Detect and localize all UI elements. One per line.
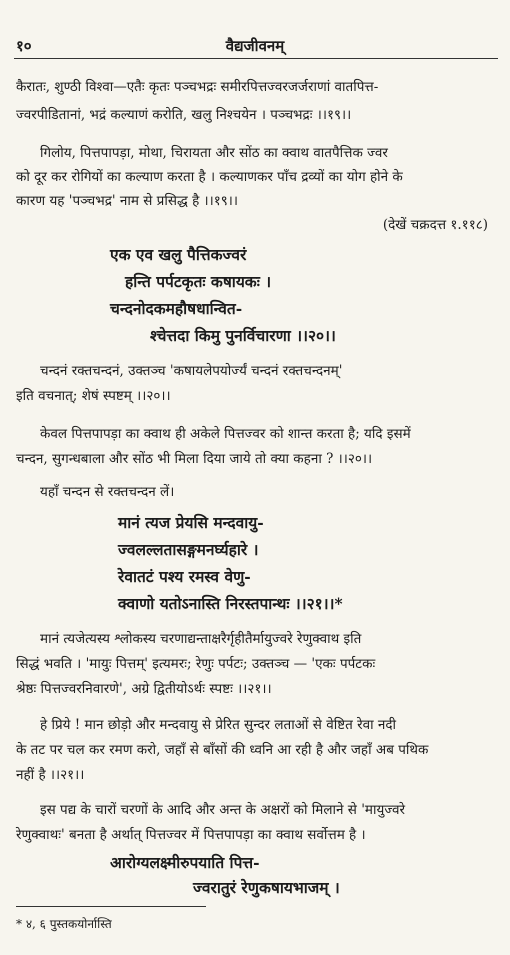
verse-line: आरोग्यलक्ष्मीरुपयाति पित्त- <box>110 853 260 872</box>
hindi-line: कारण यह 'पञ्चभद्र' नाम से प्रसिद्ध है ।।१९।। <box>16 193 239 209</box>
hindi-line: गिलोय, पित्तपापड़ा, मोथा, चिरायता और सोंठ का क्वाथ वातपैत्तिक ज्वर <box>40 145 388 161</box>
commentary-line: कैरातः, शुण्ठी विश्वा—एतैः कृतः पञ्चभद्रः समीरपित्तज्वरजर्जराणां वातपित्त- <box>16 79 379 95</box>
commentary-line: सिद्धं भवति । 'मायुः पित्तम्' इत्यमरः; रेणुः पर्पटः; उक्तञ्च — 'एकः पर्पटकः <box>16 656 376 672</box>
hindi-line: चन्दन, सुगन्धबाला और सोंठ भी मिला दिया जाये तो क्या कहना ? ।।२०।। <box>16 451 373 467</box>
commentary-line: मानं त्यजेत्यस्य श्लोकस्य चरणाद्यन्ताक्षरैर्गृहीतैर्मायुज्वरे रेणुक्वाथ इति <box>40 631 362 647</box>
verse-line: हन्ति पर्पटकृतः कषायकः । <box>125 272 272 291</box>
verse-line: क्वाणो यतोऽनास्ति निरस्तपान्थः ।।२१।।* <box>118 594 343 613</box>
reference-note: (देखें चक्रदत्त १.११८) <box>382 217 488 233</box>
hindi-line: नहीं है ।।२१।। <box>16 767 85 783</box>
hindi-line: यहाँ चन्दन से रक्तचन्दन लें। <box>40 484 175 500</box>
hindi-line: रेणुक्वाथः' बनता है अर्थात् पित्तज्वर में पित्तपापड़ा का क्वाथ सर्वोत्तम है । <box>16 827 366 843</box>
commentary-line: चन्दनं रक्तचन्दनं, उक्तञ्च 'कषायलेपयोर्ज्यं चन्दनं रक्तचन्दनम्' <box>40 363 343 379</box>
verse-line: मानं त्यज प्रेयसि मन्दवायु- <box>118 513 264 532</box>
hindi-line: इस पद्य के चारों चरणों के आदि और अन्त के अक्षरों को मिलाने से 'मायुज्वरे <box>40 802 406 818</box>
page-title: वैद्यजीवनम् <box>225 37 285 55</box>
verse-line: ज्वलल्लतासङ्गमनर्घ्यहारे । <box>118 540 259 559</box>
hindi-line: हे प्रिये ! मान छोड़ो और मन्दवायु से प्रेरित सुन्दर लताओं से वेष्टित रेवा नदी <box>40 717 397 733</box>
verse-line: चन्दनोदकमहौषधान्वित- <box>110 299 243 318</box>
footnote-rule <box>16 906 206 907</box>
hindi-line: को दूर कर रोगियों का कल्याण करता है । कल्याणकर पाँच द्रव्यों का योग होने के <box>16 169 403 185</box>
header-rule <box>14 58 498 59</box>
verse-line: ज्वरातुरं रेणुकषायभाजम् । <box>193 878 340 897</box>
hindi-line: केवल पित्तपापड़ा का क्वाथ ही अकेले पित्तज्वर को शान्त करता है; यदि इसमें <box>40 426 411 442</box>
footnote: * ४, ६ पुस्तकयोर्नास्ति <box>16 917 112 931</box>
verse-line: रेवातटं पश्य रमस्व वेणु- <box>118 567 251 586</box>
page-number: १० <box>16 37 32 55</box>
commentary-line: श्रेष्ठः पित्तज्वरनिवारणे', अग्रे द्वितीयोऽर्थः स्पष्टः ।।२१।। <box>16 681 272 697</box>
commentary-line: ज्वरपीडितानां, भद्रं कल्याणं करोति, खलु निश्चयेन । पञ्चभद्रः ।।१९।। <box>16 107 352 123</box>
hindi-line: के तट पर चल कर रमण करो, जहाँ से बाँसों की ध्वनि आ रही है और जहाँ अब पथिक <box>16 742 429 758</box>
verse-line: एक एव खलु पैत्तिकज्वरं <box>110 245 247 264</box>
verse-line: श्चेत्तदा किमु पुनर्विचारणा ।।२०।। <box>150 326 336 345</box>
commentary-line: इति वचनात्; शेषं स्पष्टम् ।।२०।। <box>16 388 171 404</box>
